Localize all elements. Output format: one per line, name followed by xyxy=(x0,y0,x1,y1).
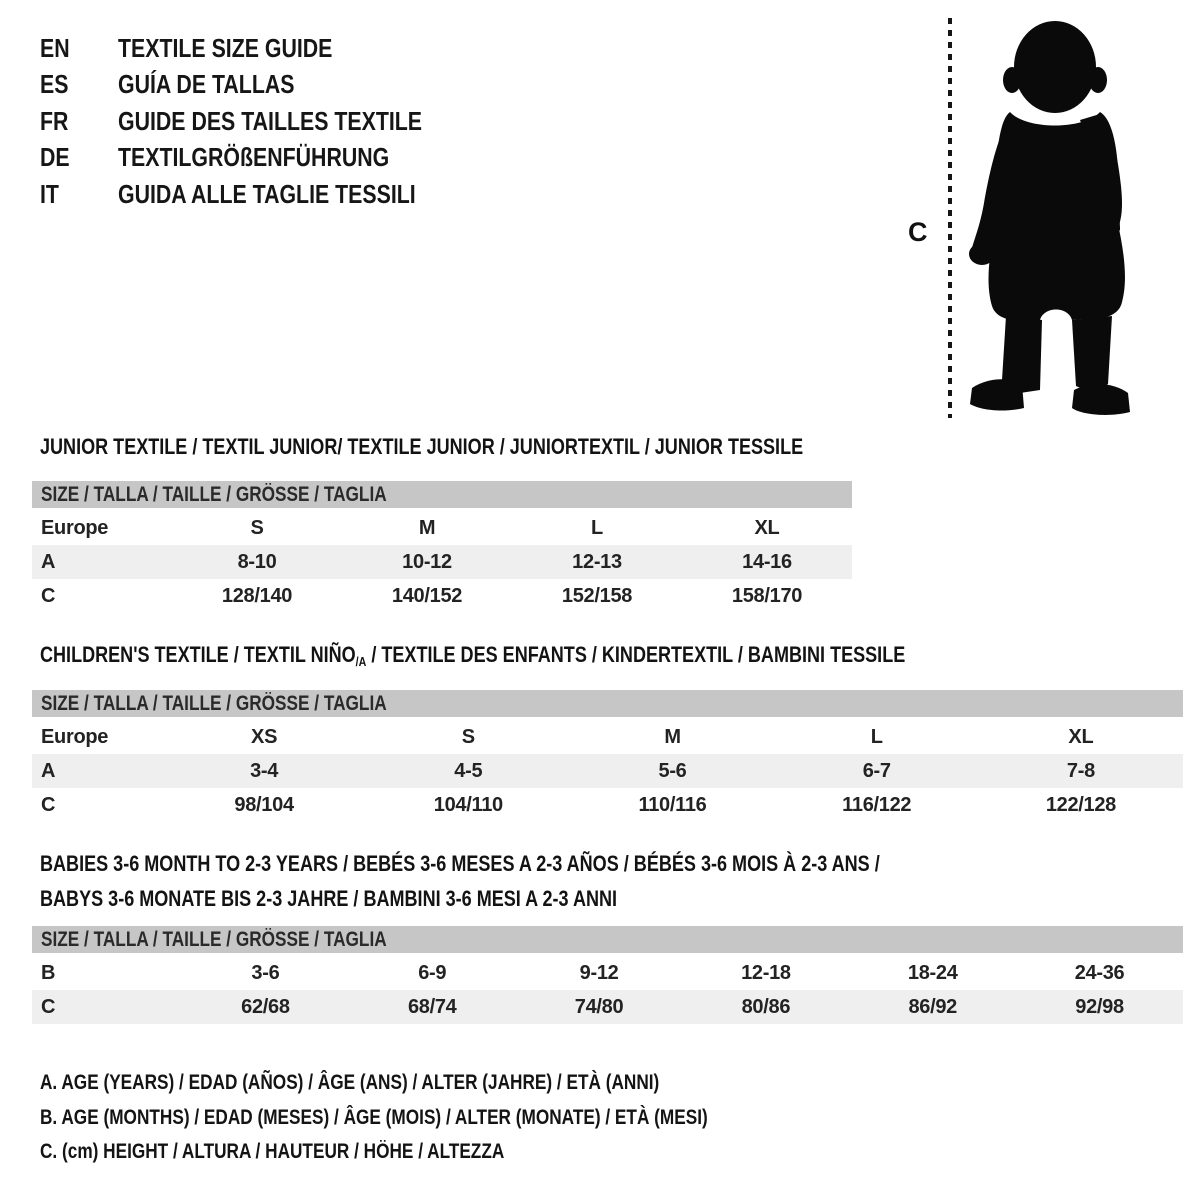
cell-value: 6-9 xyxy=(418,962,447,984)
cell-value: S xyxy=(250,517,264,539)
cell-value: 10-12 xyxy=(402,551,452,573)
row-label: Europe xyxy=(41,517,109,539)
cell-value: 68/74 xyxy=(407,996,457,1018)
cell-value: 6-7 xyxy=(862,760,891,782)
language-code: IT xyxy=(40,179,59,209)
cell-value: 18-24 xyxy=(907,962,958,984)
cell-value: 3-6 xyxy=(251,962,280,984)
size-table-header: SIZE / TALLA / TAILLE / GRÖSSE / TAGLIA xyxy=(32,481,852,508)
cell-value: 140/152 xyxy=(391,585,463,607)
children-title-sub: /A xyxy=(355,654,367,669)
language-code: EN xyxy=(40,33,70,63)
cell-value: 12-13 xyxy=(572,551,622,573)
table-row-height xyxy=(32,788,1183,822)
cell-value: 7-8 xyxy=(1066,760,1095,782)
row-label: C xyxy=(41,794,56,816)
language-title: GUÍA DE TALLAS xyxy=(118,69,295,99)
table-row-age-months xyxy=(32,956,1183,990)
language-code: ES xyxy=(40,69,69,99)
cell-value: M xyxy=(664,726,681,748)
legend-age-years: A. AGE (YEARS) / EDAD (AÑOS) / ÂGE (ANS) / ALTER (JAHRE) / ETÀ (ANNI) xyxy=(40,1071,660,1094)
cell-value: 14-16 xyxy=(742,551,792,573)
size-table-header: SIZE / TALLA / TAILLE / GRÖSSE / TAGLIA xyxy=(32,690,1183,717)
children-title-post: / TEXTILE DES ENFANTS / KINDERTEXTIL / BAMBINI TESSILE xyxy=(366,642,906,667)
cell-value: 128/140 xyxy=(221,585,293,607)
cell-value: 3-4 xyxy=(250,760,279,782)
cell-value: 12-18 xyxy=(741,962,791,984)
cell-value: 92/98 xyxy=(1075,996,1124,1018)
row-label: Europe xyxy=(41,726,109,748)
height-measure-dashed-line xyxy=(948,18,952,418)
cell-value: L xyxy=(591,517,603,539)
cell-value: M xyxy=(418,517,436,539)
table-row-age-years xyxy=(32,545,852,579)
height-measure-label: C xyxy=(908,217,928,247)
language-title: TEXTILE SIZE GUIDE xyxy=(118,33,333,63)
children-title-pre: CHILDREN'S TEXTILE / TEXTIL NIÑO xyxy=(40,642,356,667)
cell-value: 8-10 xyxy=(237,551,277,573)
table-row-height xyxy=(32,990,1183,1024)
legend-age-months: B. AGE (MONTHS) / EDAD (MESES) / ÂGE (MOIS) / ALTER (MONATE) / ETÀ (MESI) xyxy=(40,1106,708,1129)
row-label: C xyxy=(41,996,56,1018)
row-label: B xyxy=(41,962,56,984)
cell-value: 80/86 xyxy=(741,996,791,1018)
row-label: A xyxy=(41,551,56,573)
row-label: A xyxy=(41,760,56,782)
babies-section-title-line2: BABYS 3-6 MONATE BIS 2-3 JAHRE / BAMBINI 3-6 MESI A 2-3 ANNI xyxy=(40,886,618,911)
cell-value: XS xyxy=(251,726,278,748)
language-title: GUIDE DES TAILLES TEXTILE xyxy=(118,106,423,136)
cell-value: 9-12 xyxy=(579,962,619,984)
cell-value: 86/92 xyxy=(908,996,957,1018)
cell-value: 110/116 xyxy=(638,794,707,816)
cell-value: 116/122 xyxy=(842,794,912,816)
cell-value: 5-6 xyxy=(658,760,687,782)
legend-height-cm: C. (cm) HEIGHT / ALTURA / HAUTEUR / HÖHE / ALTEZZA xyxy=(40,1140,505,1163)
babies-section-title-line1: BABIES 3-6 MONTH TO 2-3 YEARS / BEBÉS 3-6 MESES A 2-3 AÑOS / BÉBÉS 3-6 MOIS À 2-3 ANS / xyxy=(40,851,880,876)
children-size-table xyxy=(32,690,1183,822)
babies-size-table xyxy=(32,926,1183,1024)
toddler-silhouette-icon xyxy=(956,18,1140,418)
cell-value: 62/68 xyxy=(241,996,290,1018)
cell-value: 152/158 xyxy=(561,585,633,607)
cell-value: 4-5 xyxy=(454,760,483,782)
table-row-europe xyxy=(32,720,1183,754)
cell-value: 98/104 xyxy=(234,794,294,816)
cell-value: 24-36 xyxy=(1074,962,1125,984)
language-code: FR xyxy=(40,106,69,136)
size-table-header: SIZE / TALLA / TAILLE / GRÖSSE / TAGLIA xyxy=(32,926,1183,953)
cell-value: L xyxy=(870,726,883,748)
table-row-age-years xyxy=(32,754,1183,788)
table-row-europe xyxy=(32,511,852,545)
cell-value: 104/110 xyxy=(433,794,503,816)
cell-value: XL xyxy=(754,517,780,539)
cell-value: 74/80 xyxy=(574,996,624,1018)
junior-size-table xyxy=(32,481,852,613)
row-label: C xyxy=(41,585,56,607)
cell-value: S xyxy=(461,726,475,748)
junior-section-title: JUNIOR TEXTILE / TEXTIL JUNIOR/ TEXTILE JUNIOR / JUNIORTEXTIL / JUNIOR TESSILE xyxy=(40,434,804,459)
language-title: TEXTILGRÖßENFÜHRUNG xyxy=(118,142,390,172)
language-title: GUIDA ALLE TAGLIE TESSILI xyxy=(118,179,416,209)
children-section-title xyxy=(40,642,1095,669)
language-code: DE xyxy=(40,142,70,172)
table-row-height xyxy=(32,579,852,613)
cell-value: XL xyxy=(1068,726,1094,748)
cell-value: 122/128 xyxy=(1045,794,1117,816)
cell-value: 158/170 xyxy=(731,585,803,607)
